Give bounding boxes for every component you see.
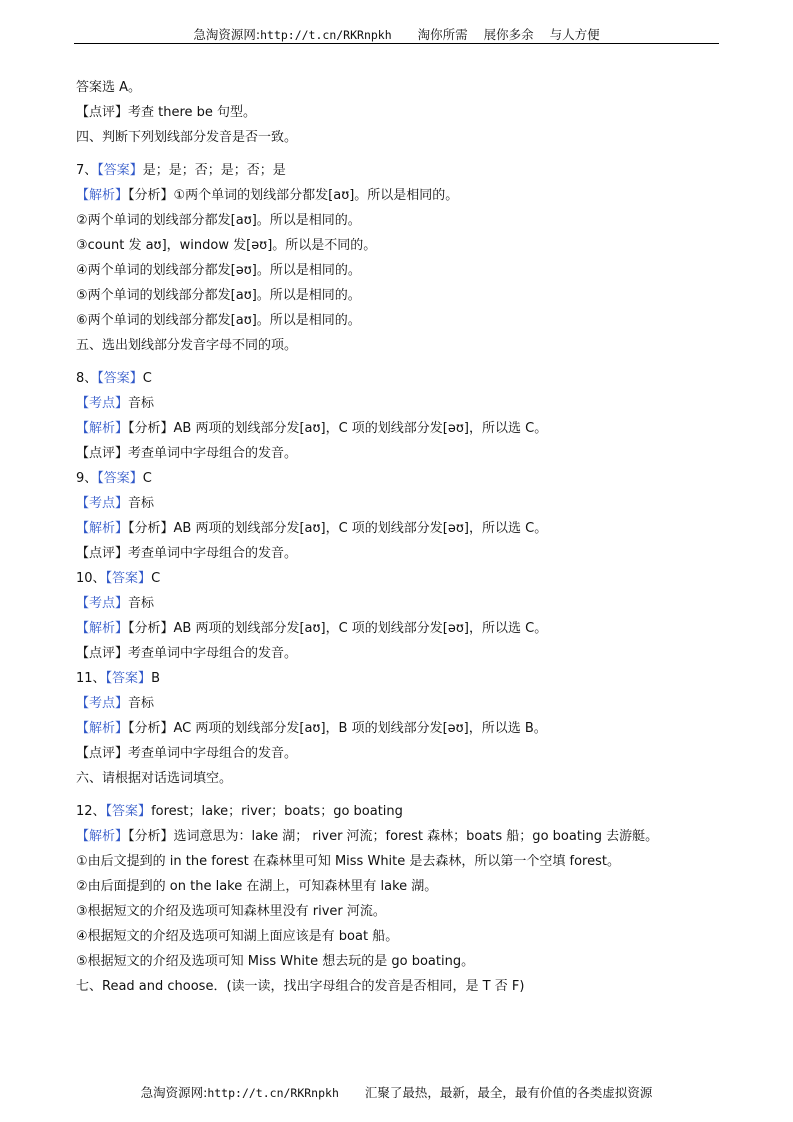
text-line [76,79,141,97]
text-segment: 音标 [128,596,155,611]
bracket-label: 【解析】 [76,421,129,436]
text-segment: 七、Read and choose．(读一读，找出字母组合的发音是否相同，是 T 否 F) [76,979,525,994]
text-line [76,495,154,513]
text-line [76,828,658,846]
text-segment: 【点评】考查单词中字母组合的发音。 [76,546,298,561]
footer-slogan: 汇聚了最热，最新，最全，最有价值的各类虚拟资源 [364,1085,653,1100]
bracket-label: 【答案】 [105,571,152,586]
text-line [76,720,547,738]
text-line [76,878,437,896]
text-line [76,129,297,147]
header-slogan-2: 展你多余 [483,27,534,42]
text-line [76,853,620,871]
header-url[interactable]: http://t.cn/RKRnpkh [260,28,392,42]
text-segment: ⑥两个单词的划线部分都发[aʊ]。所以是相同的。 [76,313,361,328]
bracket-label: 【考点】 [76,496,129,511]
text-segment: ①由后文提到的 in the forest 在森林里可知 Miss White 是去森林，所以第一个空填 forest。 [76,854,620,869]
text-line [76,545,297,563]
text-line [76,595,154,613]
text-line [76,187,458,205]
text-segment: 答案选 A。 [76,80,142,95]
text-line [76,395,154,413]
text-segment: 【分析】AB 两项的划线部分发[aʊ]，C 项的划线部分发[əʊ]，所以选 C。 [128,621,548,636]
text-segment: B [151,671,160,686]
text-segment: 11、 [76,671,106,686]
text-segment: 【分析】①两个单词的划线部分都发[aʊ]。所以是相同的。 [128,188,459,203]
text-line [76,620,547,638]
text-line [76,370,152,388]
text-segment: 【分析】AC 两项的划线部分发[aʊ]，B 项的划线部分发[əʊ]，所以选 B。 [128,721,547,736]
bracket-label: 【解析】 [76,721,129,736]
text-line [76,928,398,946]
footer-url[interactable]: http://t.cn/RKRnpkh [207,1086,339,1100]
text-segment: 7、 [76,163,98,178]
text-segment: ②两个单词的划线部分都发[aʊ]。所以是相同的。 [76,213,361,228]
text-segment: 【分析】AB 两项的划线部分发[aʊ]，C 项的划线部分发[əʊ]，所以选 C。 [128,421,548,436]
text-line [76,287,361,305]
text-segment: 9、 [76,471,98,486]
bracket-label: 【考点】 [76,396,129,411]
text-segment: 是；是；否；是；否；是 [142,163,286,178]
bracket-label: 【解析】 [76,188,129,203]
text-line [76,695,154,713]
text-segment: 【点评】考查单词中字母组合的发音。 [76,646,298,661]
text-segment: ⑤两个单词的划线部分都发[aʊ]。所以是相同的。 [76,288,361,303]
text-segment: 【点评】考查单词中字母组合的发音。 [76,746,298,761]
text-line [76,212,361,230]
text-segment: 【点评】考查 there be 句型。 [76,105,257,120]
text-line [76,445,297,463]
text-line [76,520,547,538]
page-footer [74,1084,719,1102]
text-segment: C [151,571,161,586]
text-segment: 【点评】考查单词中字母组合的发音。 [76,446,298,461]
text-segment: C [142,371,152,386]
text-segment: ②由后面提到的 on the lake 在湖上，可知森林里有 lake 湖。 [76,879,438,894]
bracket-label: 【答案】 [97,471,143,486]
bracket-label: 【解析】 [76,621,129,636]
bracket-label: 【解析】 [76,521,129,536]
text-segment: 12、 [76,804,106,819]
text-line [76,312,361,330]
text-segment: 六、请根据对话选词填空。 [76,771,233,786]
text-line [76,104,256,122]
footer-site-name: 急淘资源网: [140,1085,208,1100]
text-line [76,420,547,438]
text-line [76,570,160,588]
header-slogan-1: 淘你所需 [417,27,468,42]
text-segment: 【分析】选词意思为：lake 湖； river 河流；forest 森林；boats 船；go boating 去游艇。 [128,829,659,844]
bracket-label: 【答案】 [97,371,143,386]
header-site-name: 急淘资源网: [193,27,261,42]
text-segment: 音标 [128,496,155,511]
text-segment: 音标 [128,696,155,711]
text-segment: 【分析】AB 两项的划线部分发[aʊ]，C 项的划线部分发[əʊ]，所以选 C。 [128,521,548,536]
text-segment: ④两个单词的划线部分都发[əʊ]。所以是相同的。 [76,263,361,278]
text-line [76,953,474,971]
text-line [76,803,403,821]
bracket-label: 【答案】 [105,671,152,686]
text-segment: 8、 [76,371,98,386]
text-segment: 五、选出划线部分发音字母不同的项。 [76,338,298,353]
text-line [76,262,361,280]
text-line [76,237,376,255]
text-line [76,670,160,688]
text-line [76,978,524,996]
bracket-label: 【答案】 [105,804,152,819]
text-line [76,162,286,180]
text-segment: 四、判断下列划线部分发音是否一致。 [76,130,298,145]
text-segment: 10、 [76,571,106,586]
text-line [76,770,232,788]
text-line [76,337,297,355]
text-segment: ③count 发 aʊ]，window 发[əʊ]。所以是不同的。 [76,238,377,253]
text-line [76,745,297,763]
text-segment: 音标 [128,396,155,411]
text-line [76,645,297,663]
bracket-label: 【解析】 [76,829,129,844]
text-segment: forest；lake；river；boats；go boating [151,804,403,819]
text-line [76,903,386,921]
text-line [76,470,152,488]
page-header [74,26,719,44]
text-segment: C [142,471,152,486]
text-segment: ③根据短文的介绍及选项可知森林里没有 river 河流。 [76,904,386,919]
bracket-label: 【考点】 [76,696,129,711]
header-slogan-3: 与人方便 [549,27,600,42]
bracket-label: 【考点】 [76,596,129,611]
text-segment: ⑤根据短文的介绍及选项可知 Miss White 想去玩的是 go boating。 [76,954,475,969]
bracket-label: 【答案】 [97,163,143,178]
text-segment: ④根据短文的介绍及选项可知湖上面应该是有 boat 船。 [76,929,399,944]
